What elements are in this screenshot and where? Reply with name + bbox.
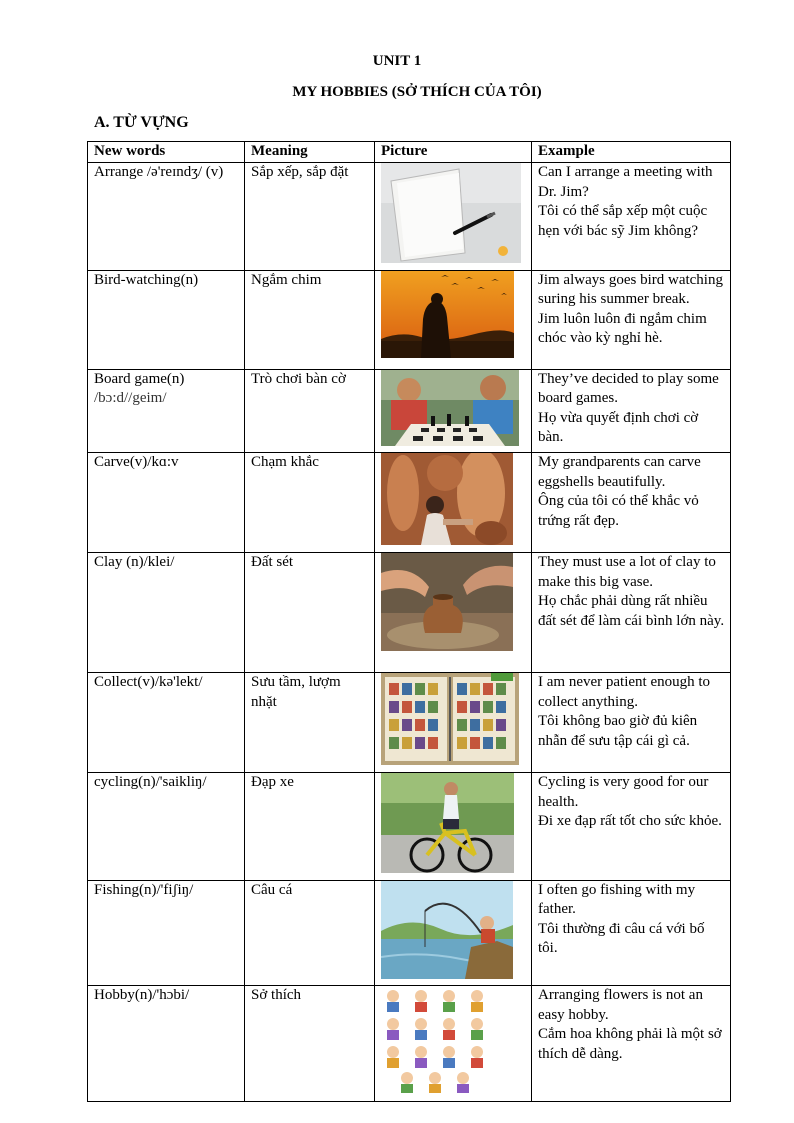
table-row bbox=[88, 986, 731, 1102]
picture-cell bbox=[375, 553, 532, 673]
meaning-cell: Chạm khắc bbox=[245, 453, 375, 553]
example-cell: My grandparents can carve eggshells beautifully. Ông của tôi có thể khắc vỏ trứng rất đẹp. bbox=[532, 453, 731, 553]
word-cell: Carve(v)/kɑ:v bbox=[88, 453, 245, 553]
example-cell: Can I arrange a meeting with Dr. Jim? Tôi có thể sắp xếp một cuộc hẹn với bác sỹ Jim không? bbox=[532, 163, 731, 271]
example-cell: I often go fishing with my father. Tôi thường đi câu cá với bố tôi. bbox=[532, 880, 731, 986]
word-cell: Hobby(n)/'hɔbi/ bbox=[88, 986, 245, 1102]
meaning-cell: Đất sét bbox=[245, 553, 375, 673]
table-row bbox=[88, 453, 731, 553]
woman-cycling-picture bbox=[381, 773, 514, 873]
pottery-wheel-picture bbox=[381, 553, 513, 651]
example-cell: Cycling is very good for our health. Đi xe đạp rất tốt cho sức khỏe. bbox=[532, 773, 731, 881]
meaning-cell: Trò chơi bàn cờ bbox=[245, 369, 375, 453]
meaning-cell: Đạp xe bbox=[245, 773, 375, 881]
picture-cell bbox=[375, 369, 532, 453]
word-cell bbox=[88, 369, 245, 453]
picture-cell bbox=[375, 773, 532, 881]
example-cell: They must use a lot of clay to make this big vase. Họ chắc phải dùng rất nhiều đất sét để làm cái bình lớn này. bbox=[532, 553, 731, 673]
table-row bbox=[88, 880, 731, 986]
word-cell: cycling(n)/'saikliŋ/ bbox=[88, 773, 245, 881]
page-title: MY HOBBIES (SỞ THÍCH CỦA TÔI) bbox=[292, 84, 542, 100]
word-cell: Fishing(n)/'fiʃiŋ/ bbox=[88, 880, 245, 986]
table-row bbox=[88, 673, 731, 773]
wood-carving-picture bbox=[381, 453, 513, 545]
chess-boys-picture bbox=[381, 370, 519, 446]
picture-cell bbox=[375, 880, 532, 986]
word-text: Board game(n) bbox=[94, 370, 185, 387]
table-header-row bbox=[88, 142, 731, 163]
table-row bbox=[88, 163, 731, 271]
header-picture: Picture bbox=[375, 142, 532, 163]
header-example: Example bbox=[532, 142, 731, 163]
word-cell: Collect(v)/kə'lekt/ bbox=[88, 673, 245, 773]
meaning-cell: Sở thích bbox=[245, 986, 375, 1102]
picture-cell bbox=[375, 453, 532, 553]
word-pronunciation: /bɔ:d//geim/ bbox=[94, 390, 167, 406]
meaning-cell: Ngắm chim bbox=[245, 270, 375, 369]
header-new-words: New words bbox=[88, 142, 245, 163]
word-cell: Bird-watching(n) bbox=[88, 270, 245, 369]
section-heading: A. TỪ VỰNG bbox=[94, 114, 189, 131]
bird-watching-sunset-picture bbox=[381, 271, 514, 358]
picture-cell bbox=[375, 163, 532, 271]
example-cell: I am never patient enough to collect anything. Tôi không bao giờ đủ kiên nhẫn để sưu tập cái gì cả. bbox=[532, 673, 731, 773]
example-cell: Arranging flowers is not an easy hobby. Cắm hoa không phải là một sở thích dễ dàng. bbox=[532, 986, 731, 1102]
table-row bbox=[88, 270, 731, 369]
table-row bbox=[88, 553, 731, 673]
header-meaning: Meaning bbox=[245, 142, 375, 163]
meaning-cell: Câu cá bbox=[245, 880, 375, 986]
word-cell: Arrange /ə'reɪndʒ/ (v) bbox=[88, 163, 245, 271]
picture-cell bbox=[375, 270, 532, 369]
cartoon-fishing-picture bbox=[381, 881, 513, 979]
meaning-cell: Sắp xếp, sắp đặt bbox=[245, 163, 375, 271]
vocabulary-table bbox=[87, 141, 731, 1102]
table-row bbox=[88, 369, 731, 453]
word-cell: Clay (n)/klei/ bbox=[88, 553, 245, 673]
stamp-album-picture bbox=[381, 673, 519, 765]
hobbies-cartoon-grid-picture bbox=[381, 986, 493, 1094]
picture-cell bbox=[375, 986, 532, 1102]
table-row bbox=[88, 773, 731, 881]
meaning-cell: Sưu tầm, lượm nhặt bbox=[245, 673, 375, 773]
example-cell: Jim always goes bird watching suring his summer break. Jim luôn luôn đi ngắm chim chóc vào kỳ nghỉ hè. bbox=[532, 270, 731, 369]
example-cell: They’ve decided to play some board games. Họ vừa quyết định chơi cờ bàn. bbox=[532, 369, 731, 453]
notebook-pen-picture bbox=[381, 163, 521, 263]
picture-cell bbox=[375, 673, 532, 773]
unit-heading: UNIT 1 bbox=[372, 53, 422, 69]
